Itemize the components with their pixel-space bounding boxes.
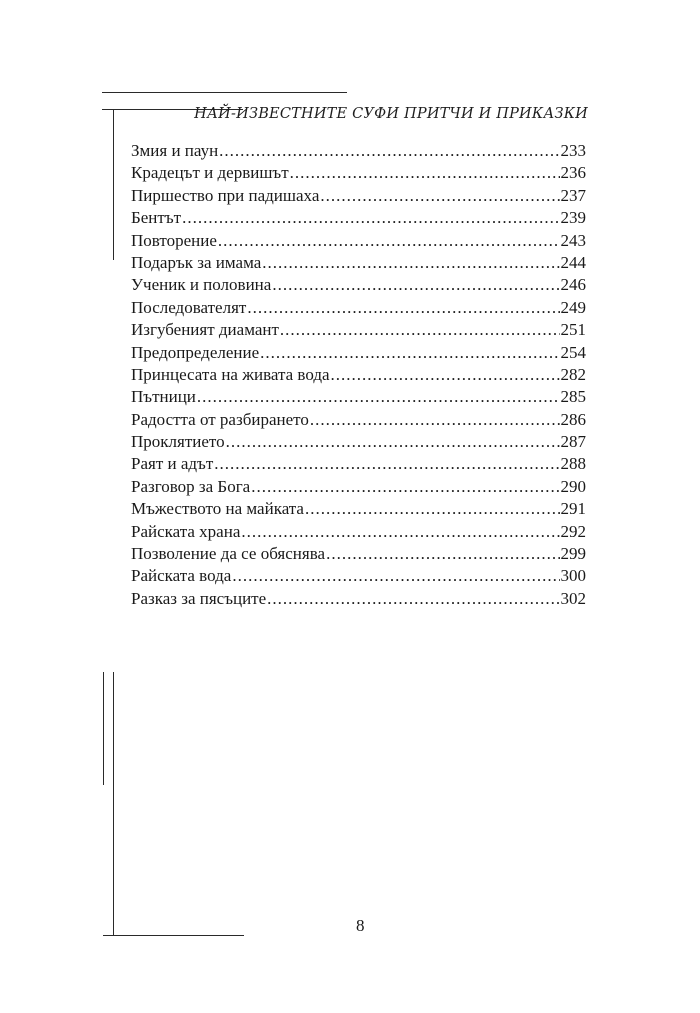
toc-entry-page: 233 (560, 141, 586, 160)
toc-entry-title: Подарък за имама (131, 252, 262, 272)
toc-dot-leader (241, 521, 559, 543)
toc-entry (131, 521, 586, 543)
toc-entry-title: Райската храна (131, 521, 241, 541)
toc-dot-leader (232, 565, 559, 587)
toc-entry-title: Разговор за Бога (131, 476, 251, 496)
toc-entry (131, 498, 586, 520)
toc-dot-leader (280, 319, 560, 341)
toc-entry (131, 297, 586, 319)
toc-entry (131, 319, 586, 341)
toc-entry-page: 249 (560, 297, 586, 317)
toc-entry-page: 300 (560, 566, 586, 586)
toc-entry-page: 239 (560, 208, 586, 228)
toc-entry-title: Крадецът и дервишът (131, 163, 289, 183)
toc-entry-title: Повторение (131, 230, 217, 250)
toc-entry-page: 285 (560, 387, 586, 407)
toc-entry (131, 431, 586, 453)
toc-entry-page: 237 (560, 185, 586, 205)
toc-entry (131, 565, 586, 587)
toc-entry (131, 588, 586, 610)
running-header: НАЙ-ИЗВЕСТНИТЕ СУФИ ПРИТЧИ И ПРИКАЗКИ (194, 106, 588, 122)
toc-dot-leader (247, 297, 559, 319)
left-vertical-rule-lower (103, 672, 104, 785)
toc-entry-title: Бентът (131, 208, 182, 228)
toc-entry (131, 207, 586, 229)
toc-dot-leader (219, 140, 559, 162)
toc-entry-page: 290 (560, 476, 586, 496)
toc-entry (131, 252, 586, 274)
toc-entry (131, 364, 586, 386)
toc-entry-title: Пиршество при падишаха (131, 185, 320, 205)
toc-entry (131, 409, 586, 431)
toc-entry (131, 543, 586, 565)
toc-dot-leader (260, 342, 559, 364)
toc-entry-title: Позволение да се обяснява (131, 544, 326, 564)
toc-dot-leader (290, 162, 560, 184)
toc-entry-page: 299 (560, 544, 586, 564)
toc-entry-page: 286 (560, 409, 586, 429)
toc-entry (131, 342, 586, 364)
toc-entry-page: 291 (560, 499, 586, 519)
toc-entry (131, 274, 586, 296)
left-vertical-rule-upper (113, 110, 114, 260)
toc-dot-leader (305, 498, 560, 520)
toc-entry (131, 453, 586, 475)
toc-dot-leader (251, 476, 559, 498)
toc-dot-leader (320, 185, 559, 207)
toc-entry-page: 292 (560, 521, 586, 541)
toc-entry-page: 243 (560, 230, 586, 250)
toc-entry-page: 302 (560, 588, 586, 608)
toc-dot-leader (182, 207, 559, 229)
toc-entry-title: Проклятието (131, 432, 225, 452)
toc-entry-page: 251 (560, 320, 586, 340)
page-number: 8 (356, 916, 365, 935)
toc-entry-page: 254 (560, 342, 586, 362)
toc-entry-title: Принцесата на живата вода (131, 364, 330, 384)
toc-entry-page: 246 (560, 275, 586, 295)
toc-entry-page: 287 (560, 432, 586, 452)
toc-dot-leader (262, 252, 559, 274)
toc-dot-leader (310, 409, 560, 431)
toc-entry-title: Ученик и половина (131, 275, 272, 295)
toc-dot-leader (226, 431, 560, 453)
toc-entry (131, 162, 586, 184)
toc-entry-title: Мъжеството на майката (131, 499, 304, 519)
toc-dot-leader (272, 274, 559, 296)
toc-dot-leader (197, 386, 560, 408)
left-vertical-rule-bottom (113, 672, 114, 936)
toc-entry-title: Последователят (131, 297, 247, 317)
toc-dot-leader (267, 588, 559, 610)
toc-entry-title: Пътници (131, 387, 196, 407)
toc-entry (131, 185, 586, 207)
toc-entry-title: Райската вода (131, 566, 232, 586)
toc-dot-leader (218, 230, 560, 252)
toc-entry (131, 386, 586, 408)
toc-dot-leader (214, 453, 559, 475)
table-of-contents (131, 140, 586, 610)
toc-entry-title: Изгубеният диамант (131, 320, 279, 340)
toc-dot-leader (331, 364, 560, 386)
toc-entry-page: 236 (560, 163, 586, 183)
toc-entry-page: 244 (560, 252, 586, 272)
toc-entry-title: Предопределение (131, 342, 260, 362)
toc-entry (131, 140, 586, 162)
toc-entry-title: Разказ за пясъците (131, 588, 267, 608)
toc-entry-title: Раят и адът (131, 454, 214, 474)
toc-entry-title: Змия и паун (131, 141, 219, 160)
bottom-rule (103, 935, 244, 936)
toc-entry-page: 282 (560, 364, 586, 384)
toc-entry (131, 476, 586, 498)
toc-entry-page: 288 (560, 454, 586, 474)
toc-entry-title: Радостта от разбирането (131, 409, 309, 429)
toc-entry (131, 230, 586, 252)
top-rule-upper (102, 92, 347, 93)
toc-dot-leader (326, 543, 559, 565)
